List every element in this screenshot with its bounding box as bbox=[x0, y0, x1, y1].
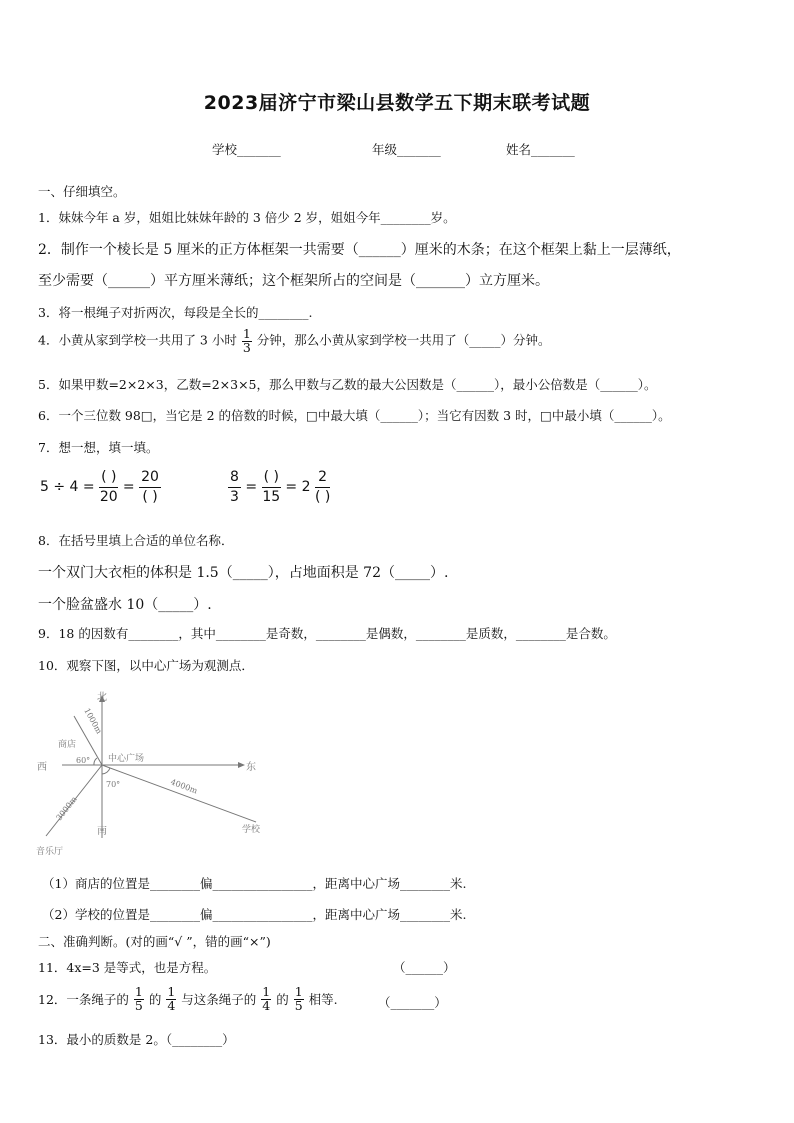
question-10: 10．观察下图，以中心广场为观测点． bbox=[38, 658, 254, 673]
question-8-line-b: 一个脸盆盛水 10（_____）. bbox=[38, 597, 212, 613]
label-angle-70: 70° bbox=[106, 780, 121, 789]
question-13: 13．最小的质数是 2。（________） bbox=[38, 1032, 235, 1047]
eq1-f2-num: 20 bbox=[139, 470, 161, 488]
section-heading-1: 一、仔细填空。 bbox=[38, 184, 126, 199]
question-6: 6．一个三位数 98□，当它是 2 的倍数的时候，□中最大填（______）；当它有因数 3 时，□中最小填（______）。 bbox=[38, 408, 671, 423]
eq2-f0-den: 3 bbox=[230, 488, 239, 505]
question-12 bbox=[38, 986, 338, 1012]
eq1-fraction-1 bbox=[99, 470, 118, 504]
question-11-blank: （______） bbox=[393, 960, 456, 975]
question-5: 5．如果甲数=2×2×3，乙数=2×3×5，那么甲数与乙数的最大公因数是（______），最小公倍数是（______）。 bbox=[38, 377, 657, 392]
school-ray bbox=[102, 765, 256, 822]
angle-arc-60 bbox=[94, 758, 97, 765]
question-1: 1．妹妹今年 a 岁，姐姐比妹妹年龄的 3 倍少 2 岁，姐姐今年________岁。 bbox=[38, 210, 456, 225]
label-school: 学校 bbox=[242, 825, 261, 835]
eq1-f1-den: 20 bbox=[99, 488, 118, 505]
eq2-fraction-1 bbox=[262, 470, 281, 504]
q12-fraction-1 bbox=[134, 986, 144, 1012]
eq2-equals: = bbox=[245, 479, 258, 496]
label-south: 南 bbox=[97, 826, 107, 837]
label-center: 中心广场 bbox=[108, 754, 145, 764]
q12-f4-den: 5 bbox=[294, 997, 303, 1013]
label-hall: 音乐厅 bbox=[36, 847, 64, 857]
school-field: 学校_______ bbox=[212, 142, 281, 157]
fraction-numerator: 1 bbox=[242, 326, 251, 341]
label-hall-distance: 3000m bbox=[54, 794, 79, 823]
question-10-part-2: （2）学校的位置是________偏________________，距离中心广场________米. bbox=[42, 907, 467, 922]
question-4-text-a: 4．小黄从家到学校一共用了 3 小时 bbox=[38, 332, 237, 348]
eq1-f2-den: ( ) bbox=[142, 488, 158, 505]
eq1-f1-num: ( ) bbox=[99, 470, 118, 488]
eq2-f1-num: ( ) bbox=[262, 470, 281, 488]
question-2-line-2: 至少需要（______）平方厘米薄纸；这个框架所占的空间是（_______）立方厘米。 bbox=[38, 273, 549, 289]
q12-text-d: 的 bbox=[276, 992, 289, 1007]
q12-f1-den: 5 bbox=[134, 997, 143, 1013]
question-2-line-1: 2．制作一个棱长是 5 厘米的正方体框架一共需要（______）厘米的木条；在这个框架上黏上一层薄纸， bbox=[38, 242, 681, 258]
label-west: 西 bbox=[37, 762, 47, 773]
q7-equation-1 bbox=[40, 470, 161, 504]
q12-f2-num: 1 bbox=[167, 984, 176, 999]
fraction-denominator: 3 bbox=[242, 339, 251, 355]
q12-text-e: 相等. bbox=[308, 992, 338, 1007]
eq2-f1-den: 15 bbox=[262, 488, 281, 505]
question-10-part-1: （1）商店的位置是________偏________________，距离中心广场________米. bbox=[42, 876, 467, 891]
direction-diagram bbox=[34, 686, 284, 861]
q12-f3-num: 1 bbox=[262, 984, 271, 999]
eq1-fraction-2 bbox=[139, 470, 161, 504]
eq1-equals: = bbox=[122, 479, 135, 496]
label-shop-distance: 1000m bbox=[82, 706, 104, 736]
question-7: 7．想一想，填一填。 bbox=[38, 440, 159, 455]
label-east: 东 bbox=[246, 762, 256, 773]
question-8-line-a: 一个双门大衣柜的体积是 1.5（_____），占地面积是 72（_____）. bbox=[38, 565, 449, 581]
q12-f4-num: 1 bbox=[294, 984, 303, 999]
grade-field: 年级_______ bbox=[372, 142, 441, 157]
q12-f2-den: 4 bbox=[167, 997, 176, 1013]
label-north: 北 bbox=[97, 692, 107, 703]
q12-fraction-3 bbox=[261, 986, 271, 1012]
q12-fraction-4 bbox=[294, 986, 304, 1012]
question-4 bbox=[38, 328, 551, 354]
eq2-f0-num: 8 bbox=[228, 470, 241, 488]
label-school-distance: 4000m bbox=[169, 777, 199, 796]
eq2-fraction-2 bbox=[315, 470, 330, 504]
q12-text-c: 与这条绳子的 bbox=[181, 992, 257, 1007]
eq2-f2-num: 2 bbox=[315, 470, 330, 488]
question-11: 11．4x=3 是等式，也是方程。 bbox=[38, 960, 217, 975]
angle-arc-70 bbox=[102, 768, 110, 774]
question-4-text-b: 分钟，那么小黄从家到学校一共用了（_____）分钟。 bbox=[256, 332, 551, 348]
eq2-equals-2: = 2 bbox=[285, 479, 311, 496]
q12-f3-den: 4 bbox=[262, 997, 271, 1013]
question-3: 3．将一根绳子对折两次，每段是全长的________. bbox=[38, 305, 313, 320]
q12-text-b: 的 bbox=[148, 992, 162, 1007]
question-8: 8．在括号里填上合适的单位名称． bbox=[38, 533, 234, 548]
fraction-one-third bbox=[242, 328, 252, 354]
eq2-f2-den: ( ) bbox=[314, 488, 331, 505]
question-12-blank: （_______） bbox=[378, 995, 447, 1010]
q12-f1-num: 1 bbox=[134, 984, 143, 999]
q12-fraction-2 bbox=[166, 986, 176, 1012]
page-title: 2023届济宁市梁山县数学五下期末联考试题 bbox=[203, 92, 591, 114]
label-shop: 商店 bbox=[58, 740, 77, 750]
eq2-fraction-0 bbox=[228, 470, 241, 504]
name-field: 姓名_______ bbox=[506, 142, 575, 157]
q12-text-a: 12．一条绳子的 bbox=[38, 992, 129, 1007]
question-9: 9．18 的因数有________，其中________是奇数，________是偶数，________是质数，________是合数。 bbox=[38, 626, 616, 641]
q7-equation-2 bbox=[228, 470, 330, 504]
label-angle-60: 60° bbox=[76, 756, 91, 765]
eq1-lhs: 5 ÷ 4 = bbox=[40, 479, 95, 496]
section-heading-2: 二、准确判断。(对的画“√ ”，错的画“×”) bbox=[38, 934, 271, 949]
